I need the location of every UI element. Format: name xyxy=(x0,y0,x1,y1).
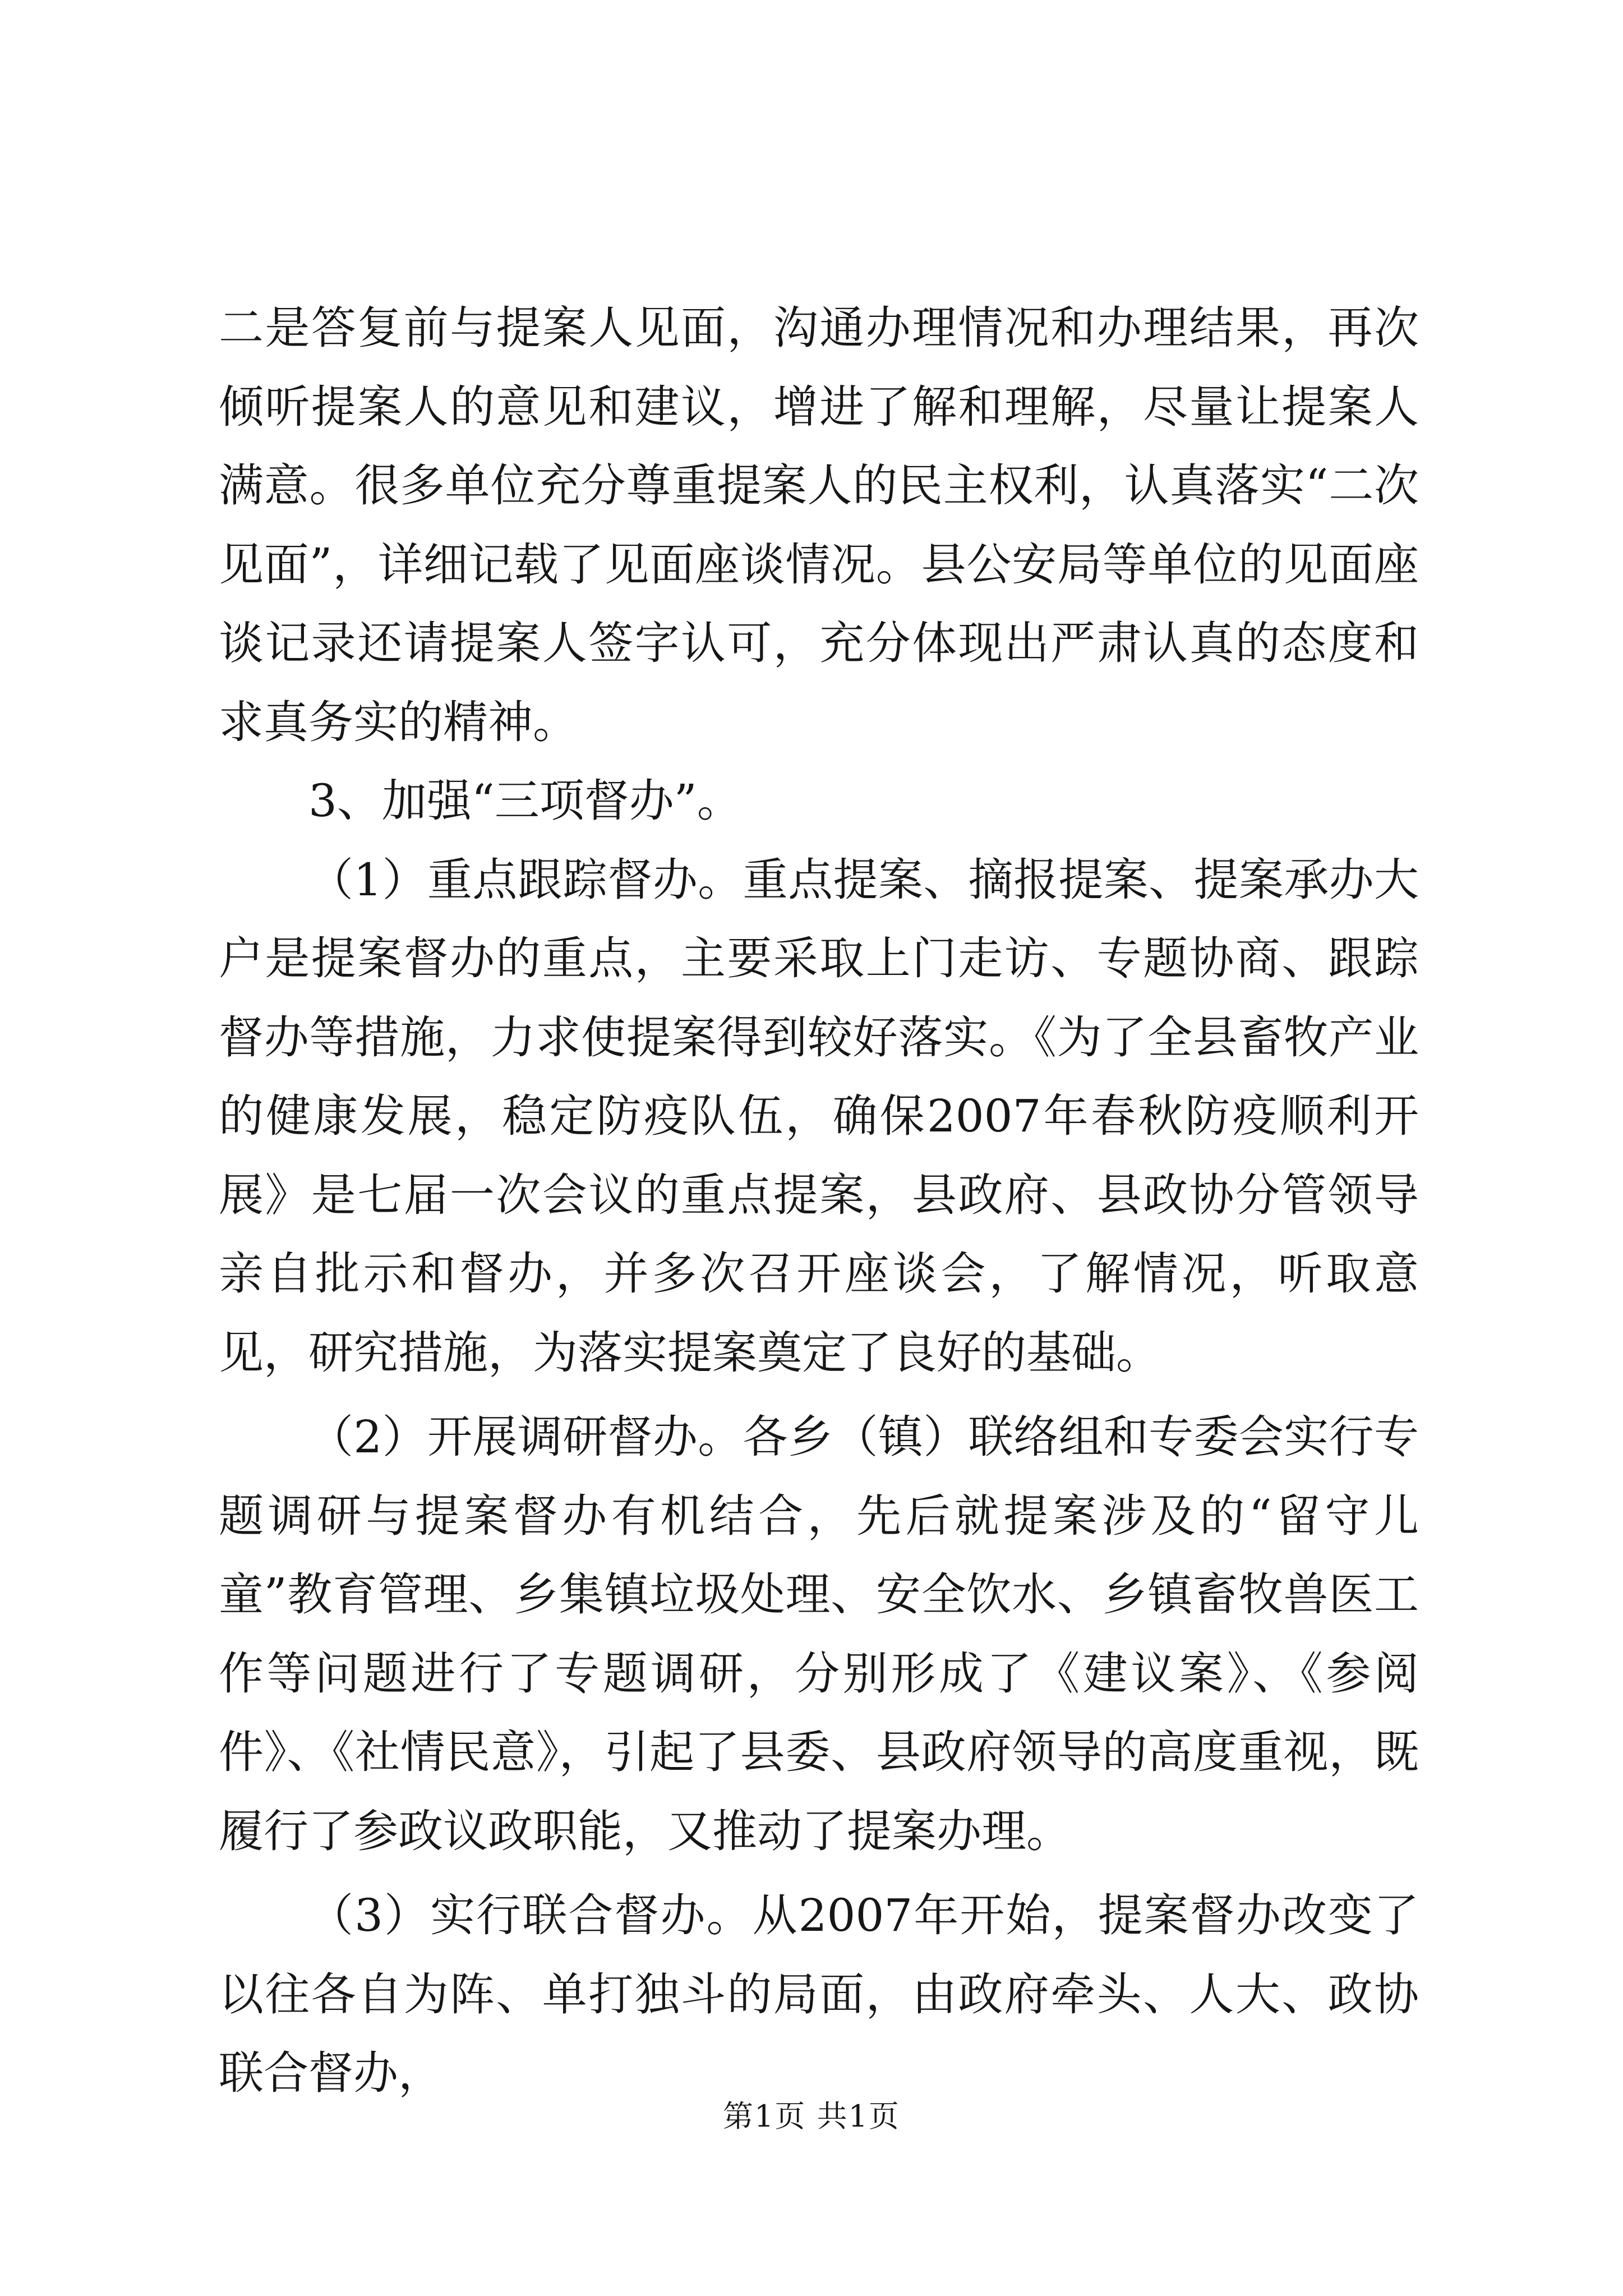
page-footer: 第1页 共1页 xyxy=(723,2099,900,2134)
paragraph-second-meeting: 二是答复前与提案人见面，沟通办理情况和办理结果，再次倾听提案人的意见和建议，增进了解和理解，尽量让提案人满意。很多单位充分尊重提案人的民主权利，认真落实“二次见面”，详细记载了见面座谈情况。县公安局等单位的见面座谈记录还请提案人签字认可，充分体现出严肃认真的态度和求真务实的精神。 xyxy=(219,302,1419,748)
heading-three-supervisions: 3、加强“三项督办”。 xyxy=(308,775,742,827)
paragraph-key-tracking: （1）重点跟踪督办。重点提案、摘报提案、提案承办大户是提案督办的重点，主要采取上门走访、专题协商、跟踪督办等措施，力求使提案得到较好落实。《为了全县畜牧产业的健康发展，稳定防疫队伍，确保2007年春秋防疫顺利开展》是七届一次会议的重点提案，县政府、县政协分管领导亲自批示和督办，并多次召开座谈会，了解情况，听取意见，研究措施，为落实提案奠定了良好的基础。 xyxy=(219,853,1419,1379)
document-body xyxy=(219,289,1419,2113)
paragraph-joint-supervision: （3）实行联合督办。从2007年开始，提案督办改变了以往各自为阵、单打独斗的局面，由政府牵头、人大、政协联合督办， xyxy=(219,1889,1419,2099)
paragraph-research-supervision: （2）开展调研督办。各乡（镇）联络组和专委会实行专题调研与提案督办有机结合，先后就提案涉及的“留守儿童”教育管理、乡集镇垃圾处理、安全饮水、乡镇畜牧兽医工作等问题进行了专题调研，分别形成了《建议案》、《参阅件》、《社情民意》，引起了县委、县政府领导的高度重视，既履行了参政议政职能，又推动了提案办理。 xyxy=(219,1411,1419,1857)
